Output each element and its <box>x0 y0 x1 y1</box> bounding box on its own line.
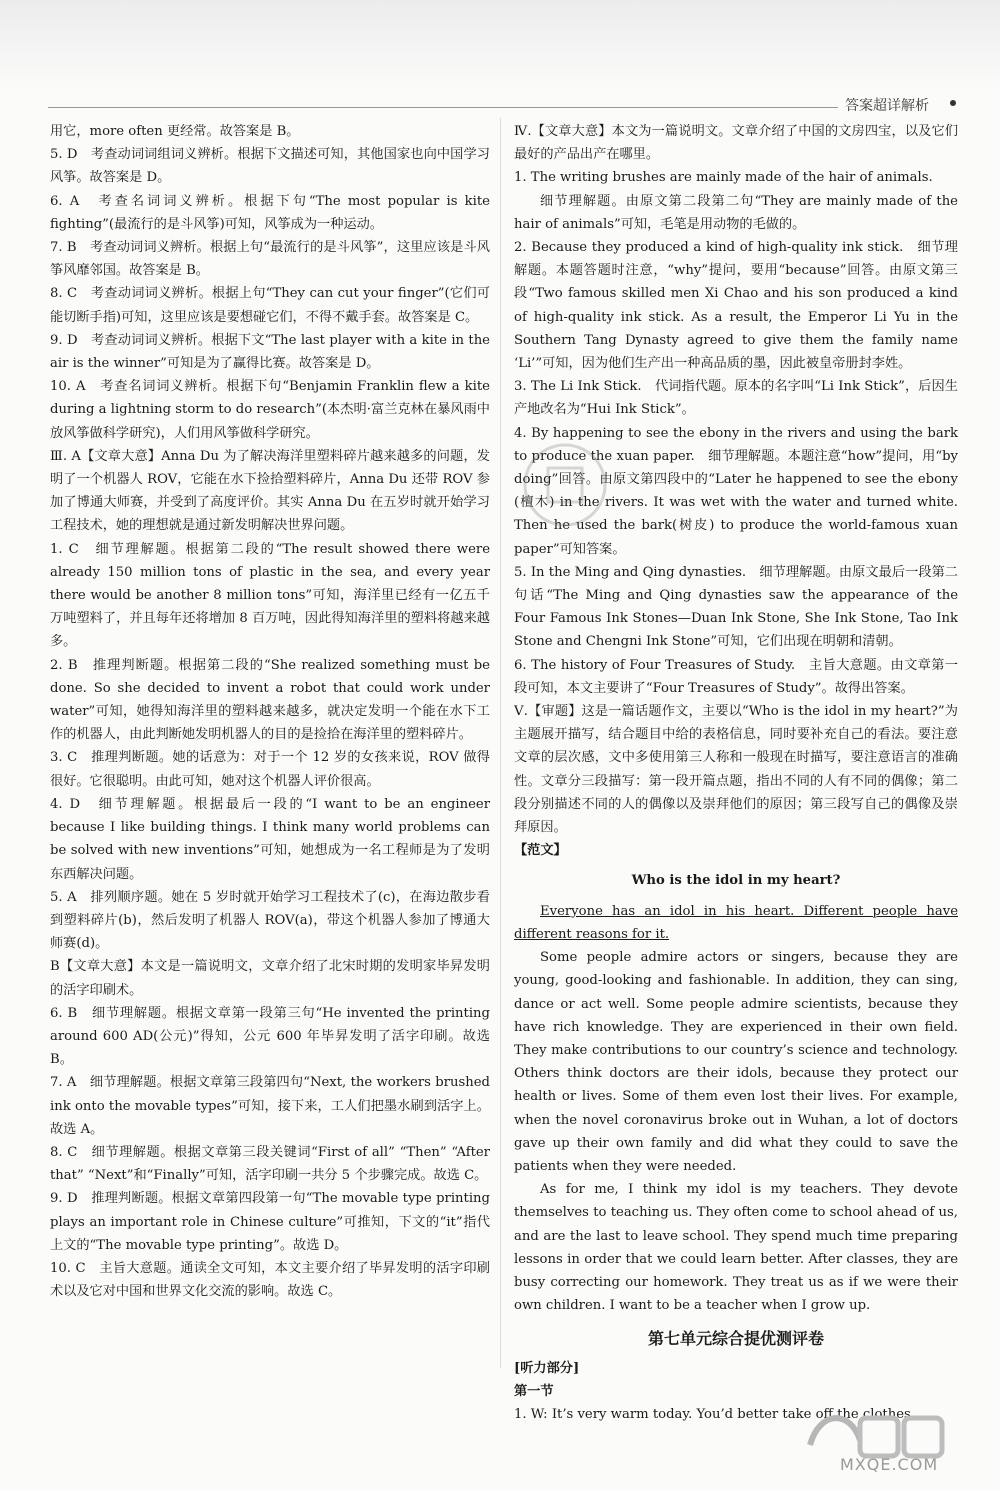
essay-paragraph: As for me, I think my idol is my teachers. They devote themselves to teaching us. They often come to school ahead of us, and are the last to leave school. They spend much time preparing lessons in order that we could learn better. After classes, they are busy correcting our homework. They treat us as if we were their own children. I want to be a teacher when I grow up. <box>514 1182 958 1314</box>
answer-paragraph: 5. D 考查动词词组词义辨析。根据下文描述可知，其他国家也向中国学习风筝。故答案是 D。 <box>50 147 490 186</box>
left-column <box>50 120 490 1303</box>
answer-paragraph: 10. C 主旨大意题。通读全文可知，本文主要介绍了毕昇发明的活字印刷术以及它对中国和世界文化交流的影响。故选 C。 <box>50 1260 490 1300</box>
column-divider <box>500 118 501 1368</box>
section-part-label: [听力部分] <box>514 1360 580 1376</box>
passage-summary: Ⅲ. A【文章大意】Anna Du 为了解决海洋里塑料碎片越来越多的问题，发明了一个机器人 ROV，它能在水下捡拾塑料碎片，Anna Du 还带 ROV 参加了博通大师赛，并受到了高度评价。其实 Anna Du 在五岁时就开始学习工程技术，她的理想就是通过新发明解决世界问题。 <box>50 448 490 534</box>
passage-summary: B【文章大意】本文是一篇说明文，文章介绍了北宋时期的发明家毕昇发明的活字印刷术。 <box>50 959 490 998</box>
header-title: 答案超详解析 <box>845 98 929 114</box>
answer-paragraph: 5. A 排列顺序题。她在 5 岁时就开始学习工程技术了(c)，在海边散步看到塑料碎片(b)，然后发明了机器人 ROV(a)，带这个机器人参加了博通大师赛(d)。 <box>50 889 490 952</box>
answer-paragraph: 9. D 考查动词词义辨析。根据下文“The last player with a kite in the air is the winner”可知是为了赢得比赛。故答案是 D。 <box>50 332 490 372</box>
answer-paragraph: 7. A 细节理解题。根据文章第三段第四句“Next, the workers brushed ink onto the movable types”可知，接下来，工人们把墨水刷到活字上。故选 A。 <box>50 1075 490 1137</box>
answer-paragraph: 8. C 细节理解题。根据文章第三段关键词“First of all” “Then” “After that” “Next”和“Finally”可知，活字印刷一共分 5 个步骤完成。故选 C。 <box>50 1144 490 1184</box>
listening-item: 1. W: It’s very warm today. You’d better take off the clothes. <box>514 1406 915 1422</box>
passage-summary: Ⅳ.【文章大意】本文为一篇说明文。文章介绍了中国的文房四宝，以及它们最好的产品出产在哪里。 <box>514 124 958 163</box>
answer-paragraph: 4. D 细节理解题。根据最后一段的“I want to be an engineer because I like building things. I think many world problems can be solved with new inventions”可知，她想成为一名工程师是为了发明东西解决问题。 <box>50 796 490 882</box>
answer-paragraph: 5. In the Ming and Qing dynasties. 细节理解题。由原文最后一段第二句话“The Ming and Qing dynasties saw the appearance of the Four Famous Ink Stones—Duan Ink Stone, She Ink Stone, Tao Ink Stone and Chengni Ink Stone”可知，它们出现在明朝和清朝。 <box>514 564 958 650</box>
writing-guidance: Ⅴ.【审题】这是一篇话题作文，主要以“Who is the idol in my heart?”为主题展开描写，结合题目中给的表格信息，同时要补充自己的看法。要注意文章的层次感，文中多使用第三人称和一般现在时描写，要注意语言的准确性。文章分三段描写：第一段开篇点题，指出不同的人有不同的偶像；第二段分别描述不同的人的偶像以及崇拜他们的原因；第三段写自己的偶像及崇拜原因。 <box>514 704 958 836</box>
right-column <box>514 120 958 1426</box>
header-rule <box>48 107 838 108</box>
model-essay-label: 【范文】 <box>514 843 567 859</box>
answer-paragraph: 9. D 推理判断题。根据文章第四段第一句“The movable type printing plays an important role in Chinese culture”可推知，下文的“it”指代上文的“The movable type printing”。故选 D。 <box>50 1191 490 1253</box>
watermark-text: MXQE.COM <box>840 1455 939 1474</box>
scan-shadow <box>0 0 1000 90</box>
answer-paragraph: 1. C 细节理解题。根据第二段的“The result showed there were already 150 million tons of plastic in the sea, and every year there would be another 8 million tons”可知，海洋里已经有一亿五千万吨塑料了，并且每年还将增加 8 百万吨，因此得知海洋里的塑料将越来越多。 <box>50 541 490 650</box>
essay-paragraph: Some people admire actors or singers, because they are young, good-looking and fashionable. In addition, they can sing, dance or act well. Some people admire scientists, because they have rich knowledge. They are experienced in their own field. They make contributions to our country’s science and technology. Others think doctors are their idols, because they protect our health or lives. Some of them even lost their lives. For example, when the novel coronavirus broke out in Wuhan, a lot of doctors gave up their own family and did what they could to save the patients when they were needed. <box>514 950 958 1174</box>
answer-paragraph: 8. C 考查动词词义辨析。根据上句“They can cut your finger”(它们可能切断手指)可知，这里应该是要想碰它们，不得不戴手套。故答案是 C。 <box>50 286 490 325</box>
section-title: 第七单元综合提优测评卷 <box>647 1329 824 1349</box>
answer-paragraph: 7. B 考查动词词义辨析。根据上句“最流行的是斗风筝”，这里应该是斗风筝风靡邻国。故答案是 B。 <box>50 240 490 279</box>
answer-paragraph: 10. A 考查名词词义辨析。根据下句“Benjamin Franklin flew a kite during a lightning storm to do research”(本杰明·富兰克林在暴风雨中放风筝做科学研究)，人们用风筝做科学研究。 <box>50 379 490 441</box>
subsection-label: 第一节 <box>514 1383 554 1399</box>
answer-paragraph: 6. A 考查名词词义辨析。根据下句“The most popular is kite fighting”(最流行的是斗风筝)可知，风筝成为一种运动。 <box>50 193 490 232</box>
answer-paragraph: 6. The history of Four Treasures of Study. 主旨大意题。由文章第一段可知，本文主要讲了“Four Treasures of Study”。故得出答案。 <box>514 657 958 696</box>
answer-paragraph: 3. C 推理判断题。她的话意为：对于一个 12 岁的女孩来说，ROV 做得很好。它很聪明。由此可知，她对这个机器人评价很高。 <box>50 750 490 789</box>
faint-stamp-logo <box>510 430 620 540</box>
answer-explanation: 细节理解题。由原文第二段第二句“They are mainly made of the hair of animals”可知，毛笔是用动物的毛做的。 <box>514 193 958 232</box>
answer-paragraph: 4. By happening to see the ebony in the rivers and using the bark to produce the xuan paper. 细节理解题。本题注意“how”提问，用“by doing”回答。由原文第四段中的“Later he happened to see the ebony (檀木) in the rivers. It was wet with the water and turned white. Then he used the bark(树皮) to produce the world-famous xuan paper”可知答案。 <box>514 425 958 557</box>
answer-paragraph: 3. The Li Ink Stick. 代词指代题。原本的名字叫“Li Ink Stick”，后因生产地改名为“Hui Ink Stick”。 <box>514 379 958 418</box>
answer-paragraph: 用它，more often 更经常。故答案是 B。 <box>50 124 300 139</box>
answer-paragraph: 6. B 细节理解题。根据文章第一段第三句“He invented the printing around 600 AD(公元)”得知，公元 600 年毕昇发明了活字印刷。故选 B。 <box>50 1005 490 1068</box>
answer-paragraph: 2. B 推理判断题。根据第二段的“She realized something must be done. So she decided to invent a robot that could work under water”可知，她得知海洋里的塑料越来越多，就决定发明一个能在水下工作的机器人，由此判断她发明机器人的目的是捡拾在海洋里的塑料碎片。 <box>50 657 490 743</box>
answer-paragraph: 1. The writing brushes are mainly made of the hair of animals. <box>514 170 933 186</box>
essay-paragraph: Everyone has an idol in his heart. Different people have different reasons for it. <box>514 903 958 942</box>
answer-paragraph: 2. Because they produced a kind of high-quality ink stick. 细节理解题。本题答题时注意，“why”提问，要用“because”回答。由原文第三段“Two famous skilled men Xi Chao and his son produced a kind of high-quality ink stick. As a result, the Emperor Li Yu in the Southern Tang Dynasty agreed to give them the family name ‘Li’”可知，因为他们生产出一种高品质的墨，因此被皇帝册封李姓。 <box>514 240 958 372</box>
essay-title: Who is the idol in my heart? <box>631 872 841 888</box>
header-bullet <box>950 100 956 106</box>
